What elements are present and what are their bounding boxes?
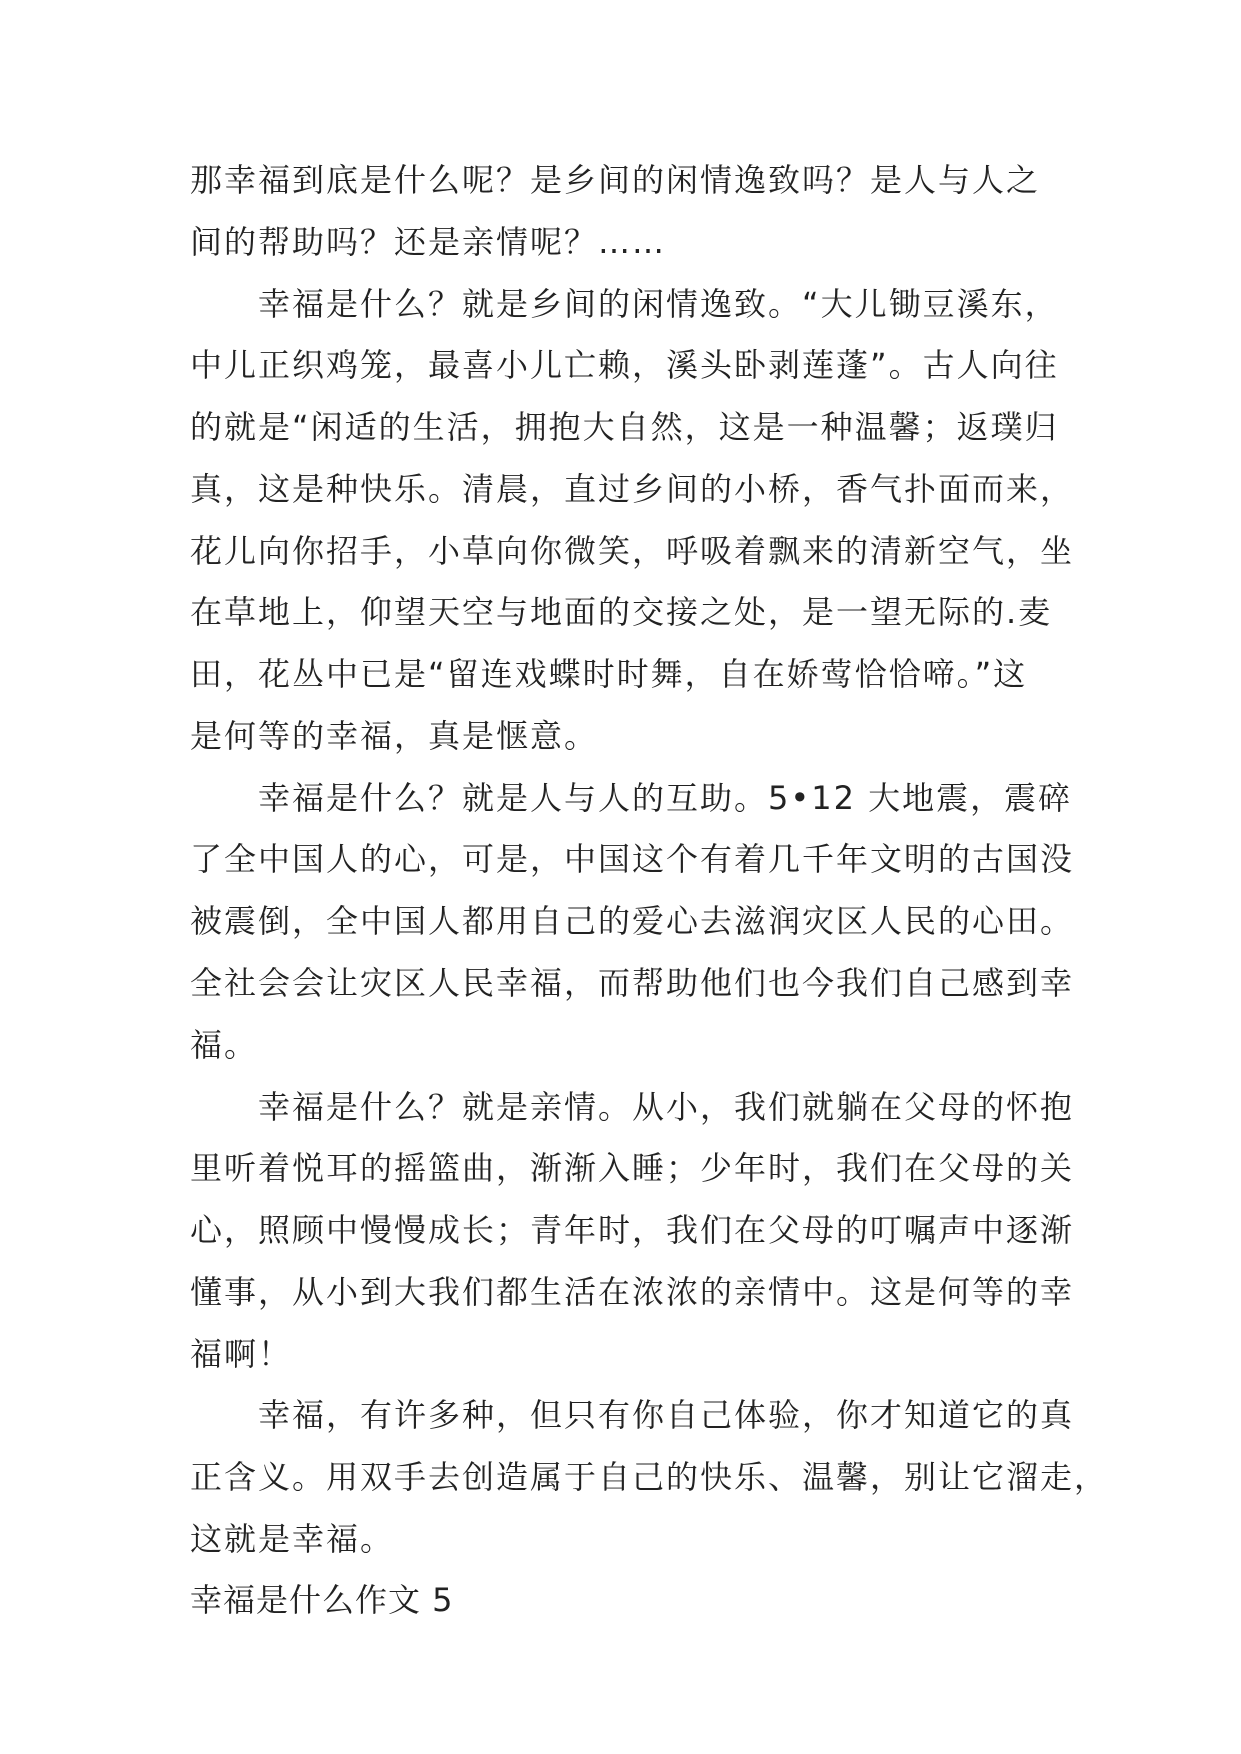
- text-line: 被震倒，全中国人都用自己的爱心去滋润灾区人民的心田。: [190, 902, 1075, 940]
- text-line: 花儿向你招手，小草向你微笑，呼吸着飘来的清新空气，坐: [190, 532, 1075, 570]
- text-line: 田，花丛中已是“留连戏蝶时时舞，自在娇莺恰恰啼。”这: [190, 655, 1028, 693]
- text-line: 福。: [190, 1026, 259, 1064]
- text-line: 幸福，有许多种，但只有你自己体验，你才知道它的真: [258, 1396, 1075, 1434]
- text-line: 了全中国人的心，可是，中国这个有着几千年文明的古国没: [190, 840, 1075, 878]
- text-line: 那幸福到底是什么呢？是乡间的闲情逸致吗？是人与人之: [190, 161, 1041, 199]
- text-line: 幸福是什么？就是乡间的闲情逸致。“大儿锄豆溪东，: [258, 285, 1059, 323]
- section-heading: 幸福是什么作文 5: [190, 1581, 454, 1619]
- text-line: 心，照顾中慢慢成长；青年时，我们在父母的叮嘱声中逐渐: [190, 1211, 1075, 1249]
- text-line: 里听着悦耳的摇篮曲，渐渐入睡；少年时，我们在父母的关: [190, 1149, 1075, 1187]
- text-line: 在草地上，仰望天空与地面的交接之处，是一望无际的.麦: [190, 593, 1053, 631]
- text-line: 幸福是什么？就是亲情。从小，我们就躺在父母的怀抱: [258, 1088, 1075, 1126]
- text-line: 正含义。用双手去创造属于自己的快乐、温馨，别让它溜走，: [190, 1458, 1109, 1496]
- text-line: 福啊！: [190, 1335, 293, 1373]
- text-line: 是何等的幸福，真是惬意。: [190, 717, 599, 755]
- text-line: 全社会会让灾区人民幸福，而帮助他们也今我们自己感到幸: [190, 964, 1075, 1002]
- text-line: 真，这是种快乐。清晨，直过乡间的小桥，香气扑面而来，: [190, 470, 1075, 508]
- text-line: 中儿正织鸡笼，最喜小儿亡赖，溪头卧剥莲蓬”。古人向往: [190, 346, 1059, 384]
- text-line: 幸福是什么？就是人与人的互助。5•12 大地震，震碎: [258, 779, 1073, 817]
- text-line: 的就是“闲适的生活，拥抱大自然，这是一种温馨；返璞归: [190, 408, 1059, 446]
- text-line: 懂事，从小到大我们都生活在浓浓的亲情中。这是何等的幸: [190, 1273, 1075, 1311]
- text-line: 间的帮助吗？还是亲情呢？……: [190, 223, 667, 261]
- text-line: 这就是幸福。: [190, 1520, 395, 1558]
